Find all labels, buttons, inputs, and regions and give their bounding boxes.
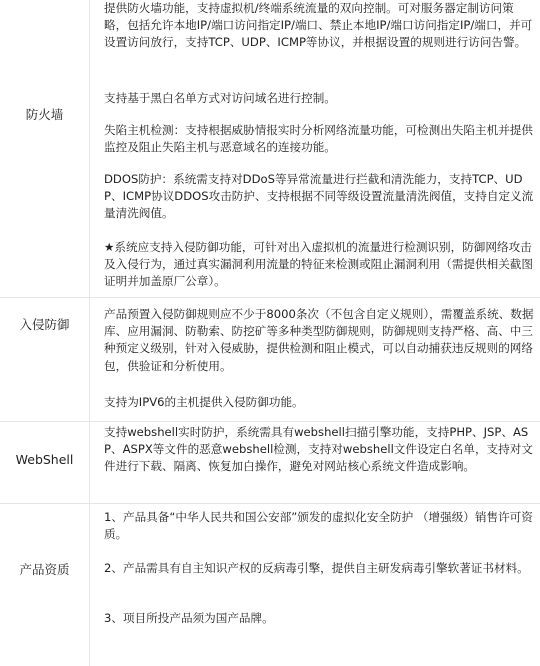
firewall-para-1: 提供防火墙功能，支持虚拟机/终端系统流量的双向控制。可对服务器定制访问策略，包括允许本地IP/端口访问指定IP/端口、禁止本地IP/端口访问指定IP/端口，并可设置访问放行，支持TCP、UDP、ICMP等协议，并根据设置的规则进行访问告警。 (104, 1, 533, 50)
row-divider (0, 297, 540, 298)
firewall-para-4: DDOS防护：系统需支持对DDoS等异常流量进行拦截和清洗能力，支持TCP、UDP、ICMP协议DDOS攻击防护、支持根据不同等级设置流量清洗阀值，支持自定义流量清洗阀值。 (104, 172, 534, 221)
intrusion-para-2: 产品预置入侵防御规则应不少于8000条次（不包含自定义规则），需覆盖系统、数据库、应用漏洞、防勒索、防挖矿等多种类型防御规则，防御规则支持严格、高、中三种预定义级别，针对入侵威胁，提供检测和阻止模式，可以自动捕获违反规则的网络包，供验证和分析使用。 (104, 307, 534, 373)
qualification-para-2: 2、产品需具有自主知识产权的反病毒引擎，提供自主研发病毒引擎软著证书材料。 (104, 561, 529, 575)
row-label-intrusion-prevention: 入侵防御 (19, 317, 70, 332)
qualification-para-3: 3、项目所投产品须为国产品牌。 (104, 611, 274, 625)
row-divider (0, 503, 540, 504)
intrusion-para-3: 支持为IPV6的主机提供入侵防御功能。 (104, 395, 304, 409)
intrusion-para-1: ★系统应支持入侵防御功能，可针对出入虚拟机的流量进行检测识别，防御网络攻击及入侵行为，通过真实漏洞利用流量的特征来检测或阻止漏洞利用（需提供相关截图证明并加盖原厂公章）。 (104, 240, 533, 289)
row-divider (0, 421, 540, 422)
column-divider (89, 0, 90, 666)
row-label-webshell: WebShell (15, 452, 74, 467)
row-label-firewall: 防火墙 (25, 107, 64, 122)
row-label-qualification: 产品资质 (19, 562, 70, 577)
firewall-para-3: 失陷主机检测：支持根据威胁情报实时分析网络流量功能，可检测出失陷主机并提供监控及阻止失陷主机与恶意域名的连接功能。 (104, 123, 533, 155)
firewall-para-2: 支持基于黑白名单方式对访问域名进行控制。 (104, 91, 336, 105)
qualification-para-1: 1、产品具备“中华人民共和国公安部”颁发的虚拟化安全防护 （增强级）销售许可资质。 (104, 510, 533, 542)
webshell-para-1: 支持webshell实时防护，系统需具有webshell扫描引擎功能，支持PHP、JSP、ASP、ASPX等文件的恶意webshell检测，支持对webshell文件设定白名单，支持对文件进行下载、隔离、恢复加白操作，避免对网站核心系统文件造成影响。 (104, 425, 533, 474)
